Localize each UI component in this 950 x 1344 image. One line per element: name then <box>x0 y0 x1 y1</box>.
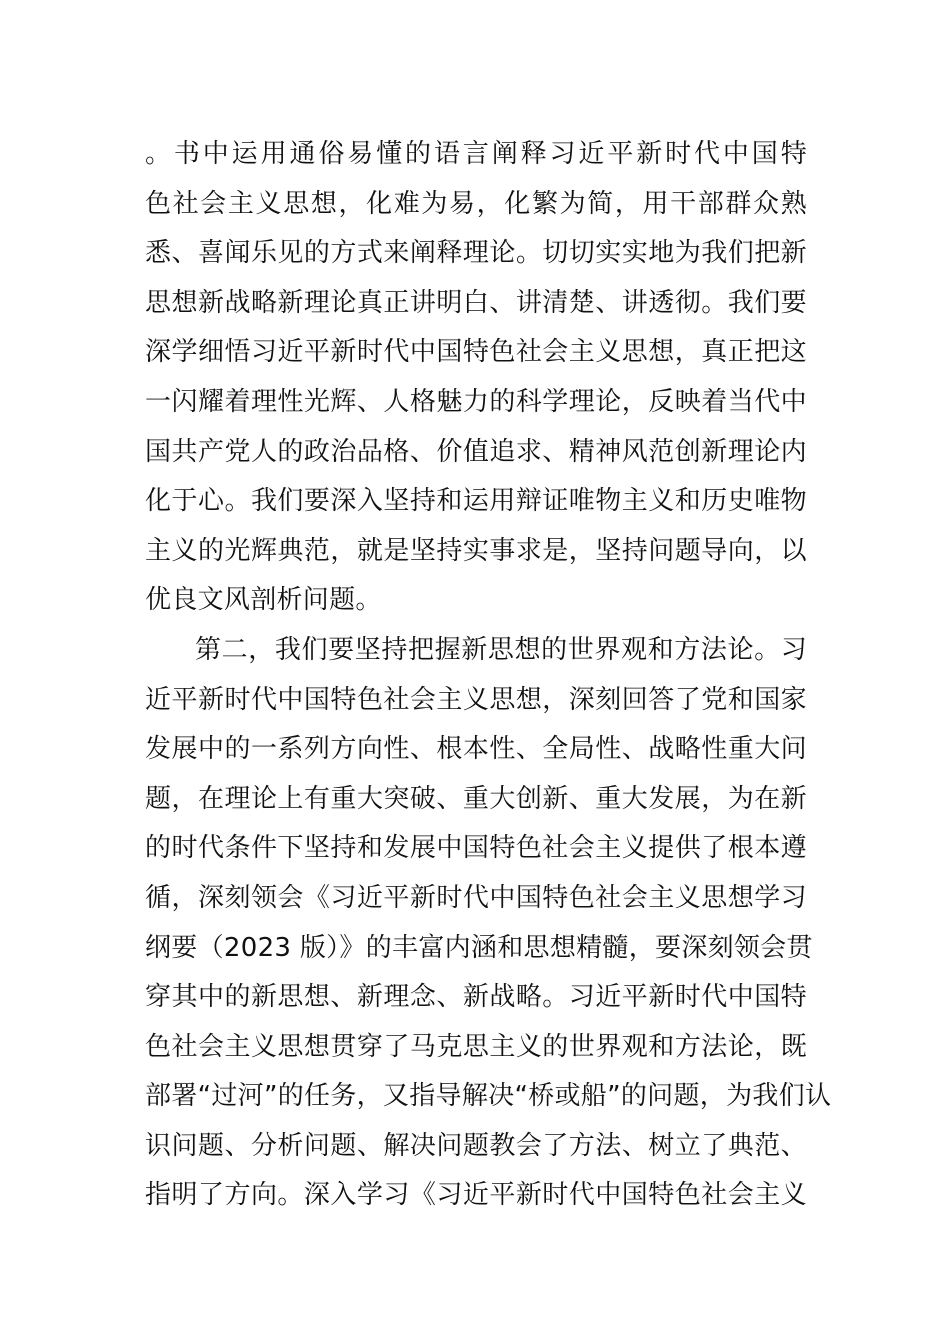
text-line: 。书中运用通俗易懂的语言阐释习近平新时代中国特 <box>145 139 807 169</box>
text-line: 主义的光辉典范，就是坚持实事求是，坚持问题导向，以 <box>145 535 807 566</box>
text-line: 部署“过河”的任务，又指导解决“桥或船”的问题，为我们认 <box>145 1081 832 1112</box>
paragraph-2 <box>145 626 832 1221</box>
paragraph-1 <box>145 130 807 626</box>
text-line: 指明了方向。深入学习《习近平新时代中国特色社会主义 <box>145 1180 807 1211</box>
text-line: 色社会主义思想贯穿了马克思主义的世界观和方法论，既 <box>145 1031 807 1062</box>
text-line: 优良文风剖析问题。 <box>145 585 382 616</box>
text-line: 国共产党人的政治品格、价值追求、精神风范创新理论内 <box>145 436 807 467</box>
text-line: 色社会主义思想，化难为易，化繁为简，用干部群众熟 <box>145 188 807 219</box>
text-line: 悉、喜闻乐见的方式来阐释理论。切切实实地为我们把新 <box>145 238 807 269</box>
text-line: 纲要（2023 版）》的丰富内涵和思想精髓，要深刻领会贯 <box>145 932 813 963</box>
text-line: 近平新时代中国特色社会主义思想，深刻回答了党和国家 <box>145 684 807 715</box>
text-line: 一闪耀着理性光辉、人格魅力的科学理论，反映着当代中 <box>145 386 807 417</box>
text-line: 题，在理论上有重大突破、重大创新、重大发展，为在新 <box>145 783 807 814</box>
text-line: 穿其中的新思想、新理念、新战略。习近平新时代中国特 <box>145 982 807 1013</box>
text-line: 循，深刻领会《习近平新时代中国特色社会主义思想学习 <box>145 882 807 913</box>
text-line: 化于心。我们要深入坚持和运用辩证唯物主义和历史唯物 <box>145 486 807 517</box>
text-line: 第二，我们要坚持把握新思想的世界观和方法论。习 <box>195 634 807 665</box>
body-text <box>145 130 832 1221</box>
text-line: 发展中的一系列方向性、根本性、全局性、战略性重大问 <box>145 734 807 765</box>
text-line: 的时代条件下坚持和发展中国特色社会主义提供了根本遵 <box>145 833 807 864</box>
text-line: 思想新战略新理论真正讲明白、讲清楚、讲透彻。我们要 <box>145 287 807 318</box>
text-line: 深学细悟习近平新时代中国特色社会主义思想，真正把这 <box>145 337 807 368</box>
text-line: 识问题、分析问题、解决问题教会了方法、树立了典范、 <box>145 1130 807 1161</box>
